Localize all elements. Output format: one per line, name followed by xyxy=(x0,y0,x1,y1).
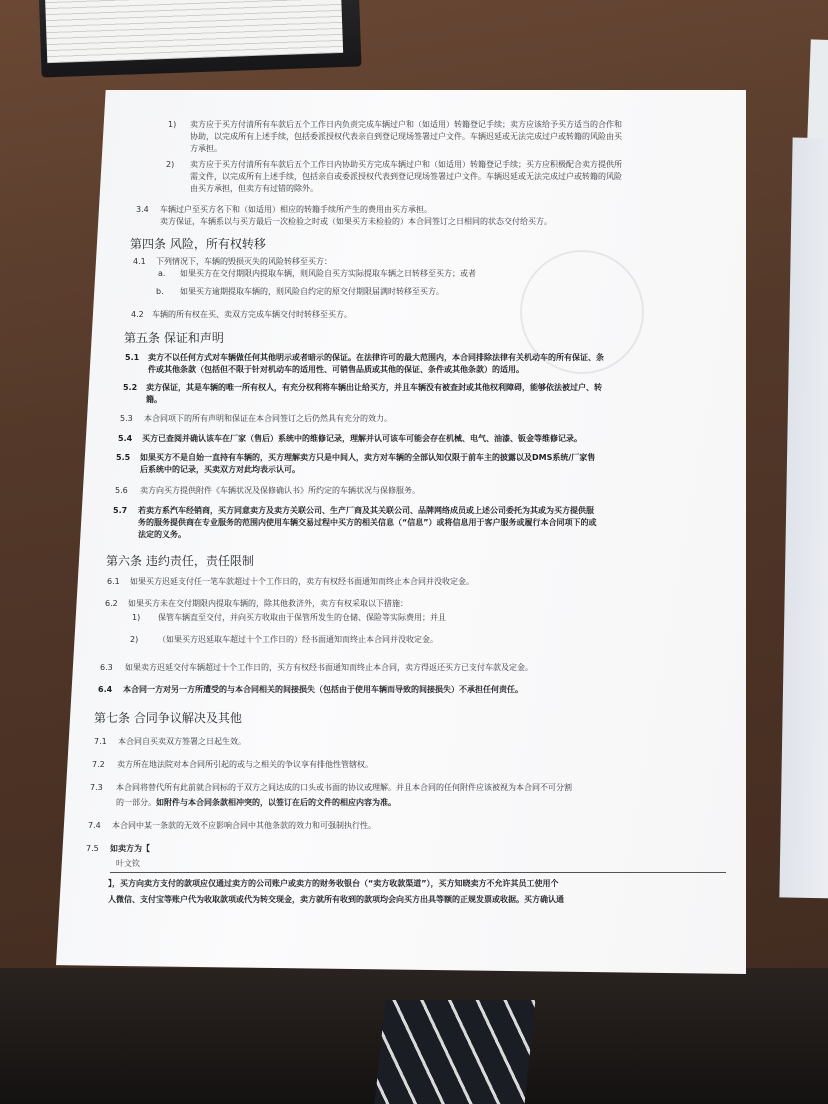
text-line: 卖方保证，车辆系以与买方最后一次检验之时或（如果买方未检验的）本合同签订之日相同的状态交付给买方。 xyxy=(160,217,552,226)
article-heading: 第七条 合同争议解决及其他 xyxy=(94,711,242,725)
text-line: 如果买方未在交付期限内提取车辆的，除其他救济外，卖方有权采取以下措施： xyxy=(128,599,408,608)
clause-number: 5.5 xyxy=(116,453,131,462)
text-line: 如卖方为【 xyxy=(110,844,150,853)
text-line: 卖方向买方提供附件《车辆状况及保修确认书》所约定的车辆状况与保修服务。 xyxy=(140,486,420,495)
text-line: 车辆过户至买方名下和（如适用）相应的转籍手续所产生的费用由买方承担。 xyxy=(160,205,432,214)
text-line: 方承担。 xyxy=(190,144,222,153)
text-line: 本合同自买卖双方签署之日起生效。 xyxy=(118,737,246,746)
text-line: 如果买方不是自始一直持有车辆的，买方理解卖方只是中间人，卖方对车辆的全部认知仅限于前车主的披露以及DMS系统/厂家售 xyxy=(140,453,596,462)
text-line: 如果卖方迟延交付车辆超过十个工作日的，买方有权经书面通知而终止本合同，卖方得返还买方已支付车款及定金。 xyxy=(125,663,533,672)
text-line: 卖方应于买方付清所有车款后五个工作日内协助买方完成车辆过户和（如适用）转籍登记手续；买方应积极配合卖方提供所 xyxy=(190,160,622,169)
underline xyxy=(110,872,726,873)
striped-tie xyxy=(375,1000,536,1104)
item-number: b. xyxy=(156,287,164,296)
text-line: 】，买方向卖方支付的款项应仅通过卖方的公司账户或卖方的财务收银台（“卖方收款渠道”），买方知晓卖方不允许其员工使用个 xyxy=(108,879,559,888)
item-number: a. xyxy=(158,269,166,278)
text-line: 由买方承担，但卖方有过错的除外。 xyxy=(190,184,318,193)
text-line: 买方已查阅并确认该车在厂家（售后）系统中的维修记录，理解并认可该车可能会存在机械、电气、油漆、钣金等维修记录。 xyxy=(142,434,582,443)
clause-number: 4.2 xyxy=(131,310,144,319)
clause-number: 4.1 xyxy=(133,257,146,266)
text-line: 保管车辆直至交付，并向买方收取由于保管所发生的仓储、保险等实际费用；并且 xyxy=(158,613,446,622)
text-line: 卖方所在地法院对本合同所引起的或与之相关的争议享有排他性管辖权。 xyxy=(117,760,373,769)
text-line xyxy=(116,797,396,809)
clause-number: 7.5 xyxy=(86,844,99,853)
seller-name: 叶文钦 xyxy=(116,859,140,868)
text-line: 后系统中的记录，买卖双方对此均表示认可。 xyxy=(140,465,300,474)
text-line: 本合同中某一条款的无效不应影响合同中其他条款的效力和可强制执行性。 xyxy=(112,821,376,830)
text-line: 本合同项下的所有声明和保证在本合同签订之后仍然具有充分的效力。 xyxy=(144,414,392,423)
article-heading: 第六条 违约责任，责任限制 xyxy=(106,554,254,568)
text-line: 卖方应于买方付清所有车款后五个工作日内负责完成车辆过户和（如适用）转籍登记手续；卖方应该给予买方适当的合作和 xyxy=(190,120,622,129)
item-number: 1) xyxy=(132,613,141,622)
clause-number: 5.7 xyxy=(113,506,128,515)
clause-number: 6.2 xyxy=(105,599,118,608)
clause-number: 6.1 xyxy=(107,577,120,586)
text-line: 件或其他条款（包括但不限于针对机动车的适用性、可销售品质或其他的保证、条件或其他条款）的适用。 xyxy=(148,365,524,374)
text-line: 卖方保证，其是车辆的唯一所有权人，有充分权利将车辆出让给买方，并且车辆没有被查封或其他权利障碍，能够依法被过户、转 xyxy=(146,383,602,392)
text-line: 卖方不以任何方式对车辆做任何其他明示或者暗示的保证。在法律许可的最大范围内，本合同排除法律有关机动车的所有保证、条 xyxy=(148,353,604,362)
clause-number: 5.4 xyxy=(118,434,133,443)
clause-number: 5.3 xyxy=(120,414,133,423)
text-line: 需文件，以完成所有上述手续，包括亲自或委派授权代表到登记现场签署过户文件。车辆迟延或无法完成过户或转籍的风险 xyxy=(190,172,622,181)
item-number: 1) xyxy=(168,120,177,129)
item-number: 2) xyxy=(130,635,139,644)
text-line: 法定的义务。 xyxy=(138,530,186,539)
clause-number: 5.6 xyxy=(115,486,128,495)
text-line: 本合同将替代所有此前就合同标的于双方之间达成的口头或书面的协议或理解。并且本合同的任何附件应该被视为本合同不可分割 xyxy=(116,783,572,792)
text-fragment-bold: 如附件与本合同条款相冲突的，以签订在后的文件的相应内容为准。 xyxy=(156,798,396,807)
clause-number: 5.1 xyxy=(125,353,140,362)
clause-number: 6.4 xyxy=(98,685,113,694)
text-line: 如果买方迟延支付任一笔车款超过十个工作日的，卖方有权经书面通知而终止本合同并没收定金。 xyxy=(130,577,474,586)
text-line: 本合同一方对另一方所遭受的与本合同相关的间接损失（包括由于使用车辆而导致的间接损失）不承担任何责任。 xyxy=(123,685,523,694)
article-heading: 第五条 保证和声明 xyxy=(124,331,224,345)
clause-number: 7.4 xyxy=(88,821,101,830)
article-heading: 第四条 风险，所有权转移 xyxy=(130,237,266,251)
clause-number: 7.1 xyxy=(94,737,107,746)
text-line: 下列情况下，车辆的毁损灭失的风险转移至买方： xyxy=(156,257,332,266)
text-line: 务的服务提供商在专业服务的范围内使用车辆交易过程中买方的相关信息（“信息”）或将信息用于客户服务或履行本合同项下的或 xyxy=(138,518,597,527)
text-line: 人微信、支付宝等账户代为收取款项或代为转交现金，卖方就所有收到的款项均会向买方出具等额的正规发票或收据。买方确认通 xyxy=(108,895,564,904)
clause-number: 7.2 xyxy=(92,760,105,769)
text-fragment: 的一部分。 xyxy=(116,798,156,807)
clause-number: 6.3 xyxy=(100,663,113,672)
folder-sheets xyxy=(45,0,343,63)
clause-number: 5.2 xyxy=(123,383,138,392)
item-number: 2) xyxy=(166,160,175,169)
clause-number: 3.4 xyxy=(136,205,149,214)
text-line: 如果买方在交付期限内提取车辆，则风险自买方实际提取车辆之日转移至买方；或者 xyxy=(180,269,476,278)
text-line: 车辆的所有权在买、卖双方完成车辆交付时转移至买方。 xyxy=(152,310,352,319)
text-line: 如果买方逾期提取车辆的，则风险自约定的原交付期限届满时转移至买方。 xyxy=(180,287,444,296)
text-line: 协助，以完成所有上述手续，包括委派授权代表亲自到登记现场签署过户文件。车辆迟延或无法完成过户或转籍的风险由买 xyxy=(190,132,622,141)
text-line: 籍。 xyxy=(146,395,162,404)
clause-number: 7.3 xyxy=(90,783,103,792)
text-line: （如果买方迟延取车超过十个工作日的）经书面通知而终止本合同并没收定金。 xyxy=(158,635,438,644)
text-line: 若卖方系汽车经销商，买方同意卖方及卖方关联公司、生产厂商及其关联公司、品牌网络成员或上述公司委托为其或为买方提供服 xyxy=(138,506,594,515)
